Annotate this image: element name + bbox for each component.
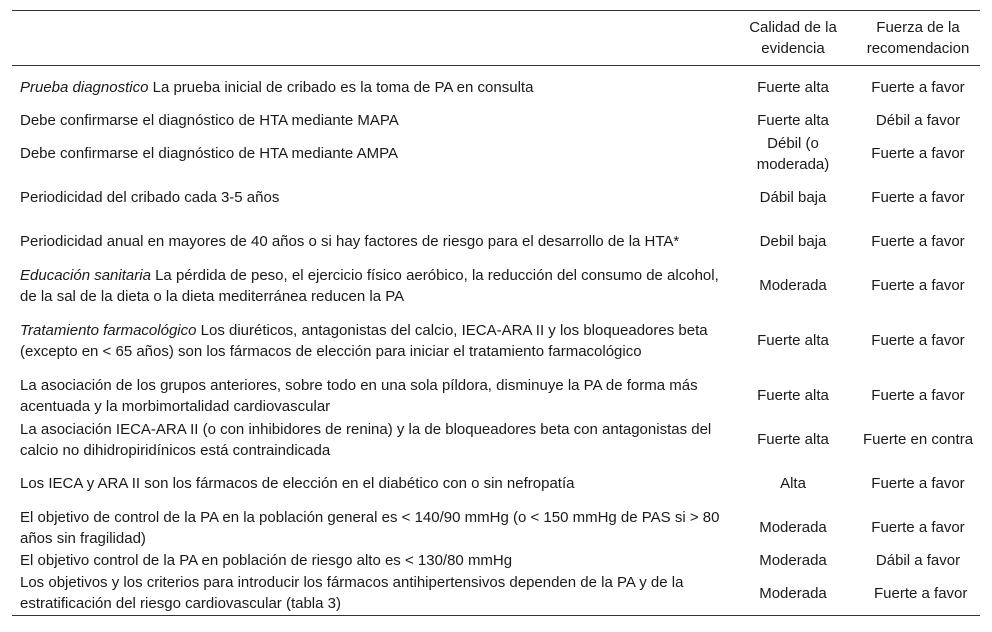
statement-cell: La asociación IECA-ARA II (o con inhibidores de renina) y la de bloqueadores beta con antagonistas del calcio no dihidropiridínicos está contraindicada: [20, 420, 712, 459]
strength-cell: Fuerte a favor: [871, 277, 965, 294]
statement-cell: [12, 308, 730, 374]
strength-cell: Dábil a favor: [875, 552, 961, 569]
strength-cell: Fuerte a favor: [871, 475, 965, 492]
statement-cell: El objetivo control de la PA en población de riesgo alto es < 130/80 mmHg: [20, 552, 513, 569]
table-row: [12, 176, 980, 220]
quality-cell: Débil (o moderada): [756, 134, 830, 173]
statement-text: La pérdida de peso, el ejercicio físico aeróbico, la reducción del consumo de alcohol, de la sal de la dieta o la dieta mediterránea reducen la PA: [20, 266, 719, 305]
section-lead: Educación sanitaria: [20, 266, 151, 284]
statement-cell: Los IECA y ARA II son los fármacos de elección en el diabético con o sin nefropatía: [20, 475, 575, 492]
table-row: [12, 572, 980, 616]
strength-cell: Fuerte en contra: [862, 431, 974, 448]
section-lead: Tratamiento farmacológico: [20, 321, 197, 339]
statement-text: La prueba inicial de cribado es la toma de PA en consulta: [148, 79, 534, 97]
quality-cell: Moderada: [759, 552, 827, 569]
table-row: [12, 132, 980, 176]
header-strength: Fuerza de la recomendacion: [866, 19, 970, 57]
header-statement: [12, 11, 730, 66]
quality-cell: Fuerte alta: [757, 112, 829, 129]
header-quality: Calidad de la evidencia: [749, 19, 837, 57]
table-row: [12, 110, 980, 132]
quality-cell: Dábil baja: [759, 189, 827, 206]
table-body: [12, 66, 980, 616]
recommendations-table-container: [12, 10, 980, 616]
statement-cell: Los objetivos y los criterios para introducir los fármacos antihipertensivos dependen de la PA y de la estratificación del riesgo cardiovascular (tabla 3): [20, 574, 684, 613]
strength-cell: Fuerte a favor: [871, 233, 965, 250]
statement-cell: Debe confirmarse el diagnóstico de HTA mediante AMPA: [20, 145, 398, 162]
statement-text: Los diuréticos, antagonistas del calcio, IECA-ARA II y los bloqueadores beta (excepto en < 65 años) son los fármacos de elección para iniciar el tratamiento farmacológico: [20, 321, 708, 360]
quality-cell: Alta: [780, 475, 806, 492]
statement-cell: Periodicidad del cribado cada 3-5 años: [20, 189, 280, 206]
strength-cell: Fuerte a favor: [871, 79, 965, 97]
table-row: [12, 506, 980, 550]
quality-cell: Fuerte alta: [757, 332, 829, 349]
strength-cell: Fuerte a favor: [871, 387, 965, 404]
quality-cell: Moderada: [759, 584, 827, 602]
statement-cell: Periodicidad anual en mayores de 40 años o si hay factores de riesgo para el desarrollo de la HTA*: [20, 233, 680, 250]
table-row: [12, 374, 980, 418]
statement-cell: La asociación de los grupos anteriores, sobre todo en una sola píldora, disminuye la PA de forma más acentuada y la morbimortalidad cardiovascular: [20, 376, 698, 415]
statement-cell: Debe confirmarse el diagnóstico de HTA mediante MAPA: [20, 112, 399, 129]
table-row: [12, 308, 980, 374]
table-row: [12, 220, 980, 264]
strength-cell: Fuerte a favor: [871, 189, 965, 206]
header-row: [12, 11, 980, 66]
quality-cell: Fuerte alta: [757, 431, 829, 448]
table-row: [12, 550, 980, 572]
table-row: [12, 66, 980, 110]
recommendations-table: [12, 10, 980, 616]
table-row: [12, 462, 980, 506]
section-lead: Prueba diagnostico: [20, 79, 149, 97]
strength-cell: Fuerte a favor: [871, 332, 965, 349]
quality-cell: Debil baja: [759, 233, 827, 250]
strength-cell: Fuerte a favor: [871, 519, 965, 536]
statement-cell: [12, 66, 730, 110]
strength-cell: Débil a favor: [875, 112, 961, 129]
strength-cell: Fuerte a favor: [874, 584, 968, 602]
quality-cell: Moderada: [759, 277, 827, 294]
quality-cell: Moderada: [759, 519, 827, 536]
table-row: [12, 264, 980, 308]
quality-cell: Fuerte alta: [757, 387, 829, 404]
table-header: [12, 11, 980, 66]
statement-cell: El objetivo de control de la PA en la población general es < 140/90 mmHg (o < 150 mmHg de PAS si > 80 años sin fragilidad): [20, 508, 720, 547]
table-row: [12, 418, 980, 462]
statement-cell: [12, 264, 730, 308]
strength-cell: Fuerte a favor: [871, 145, 965, 162]
quality-cell: Fuerte alta: [757, 79, 829, 97]
